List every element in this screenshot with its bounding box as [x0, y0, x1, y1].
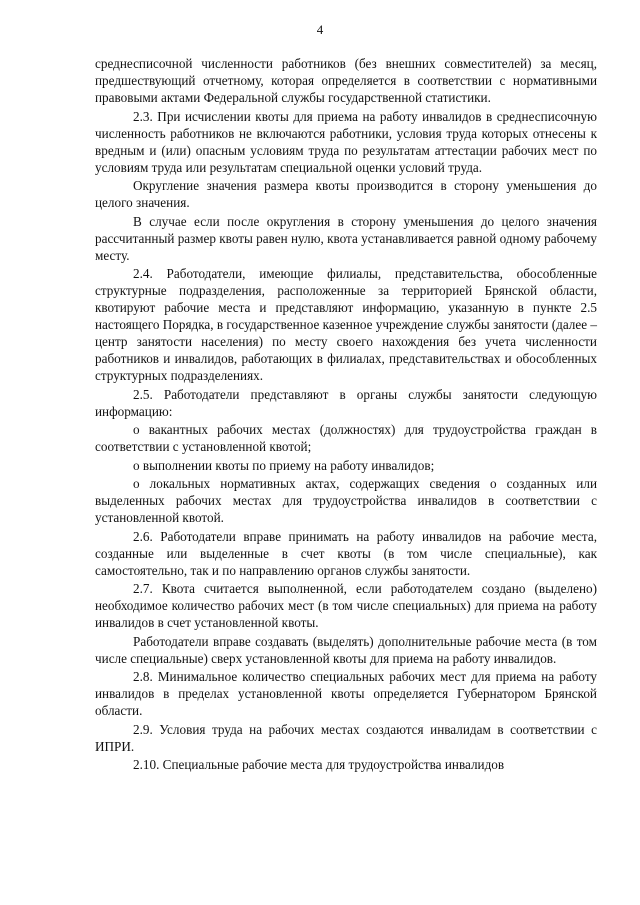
paragraph-8: о выполнении квоты по приему на работу инвалидов; [133, 457, 435, 473]
paragraph-2: 2.3. При исчислении квоты для приема на работу инвалидов в среднесписочную численность работников не включаются работники, условия труда которых отнесены к вредным и (или) опасным условиям труда по результатам аттестации рабочих мест по условиям труда или результатам специальной оценки условий труда. [95, 108, 597, 175]
document-body [95, 55, 597, 775]
paragraph-6: 2.5. Работодатели представляют в органы службы занятости следующую информацию: [95, 386, 597, 419]
paragraph-9: о локальных нормативных актах, содержащих сведения о созданных или выделенных рабочих местах для трудоустройства инвалидов в соответствии с установленной квотой. [95, 476, 597, 525]
page-number: 4 [316, 22, 324, 37]
paragraph-12: Работодатели вправе создавать (выделять) дополнительные рабочие места (в том числе специальные) сверх установленной квоты для приема на работу инвалидов. [95, 633, 597, 666]
paragraph-15: 2.10. Специальные рабочие места для трудоустройства инвалидов [133, 757, 505, 772]
paragraph-7: о вакантных рабочих местах (должностях) для трудоустройства граждан в соответствии с установленной квотой; [95, 422, 597, 454]
paragraph-1: среднесписочной численности работников (без внешних совместителей) за месяц, предшествующий отчетному, которая определяется в соответствии с нормативными правовыми актами Федеральной службы государственной статистики. [95, 56, 597, 105]
paragraph-3: Округление значения размера квоты производится в сторону уменьшения до целого значения. [95, 178, 597, 210]
paragraph-13: 2.8. Минимальное количество специальных рабочих мест для приема на работу инвалидов в пределах установленной квоты определяется Губернатором Брянской области. [95, 669, 597, 718]
paragraph-14: 2.9. Условия труда на рабочих местах создаются инвалидам в соответствии с ИПРИ. [95, 721, 597, 754]
paragraph-5: 2.4. Работодатели, имеющие филиалы, представительства, обособленные структурные подразделения, расположенные за территорией Брянской области, квотируют рабочие места и представляют информацию, указанную в пункте 2.5 настоящего Порядка, в государственное казенное учреждение службы занятости (далее – центр занятости населения) по месту своего нахождения без учета численности работников и инвалидов, работающих в филиалах, представительствах и обособленных структурных подразделениях. [95, 266, 597, 383]
paragraph-10: 2.6. Работодатели вправе принимать на работу инвалидов на рабочие места, созданные или выделенные в счет квоты (в том числе специальные), как самостоятельно, так и по направлению органов службы занятости. [95, 528, 597, 578]
paragraph-4: В случае если после округления в сторону уменьшения до целого значения рассчитанный размер квоты равен нулю, квота устанавливается равной одному рабочему месту. [95, 213, 597, 263]
paragraph-11: 2.7. Квота считается выполненной, если работодателем создано (выделено) необходимое количество рабочих мест (в том числе специальных) для приема на работу инвалидов в счет установленной квоты. [95, 581, 597, 630]
